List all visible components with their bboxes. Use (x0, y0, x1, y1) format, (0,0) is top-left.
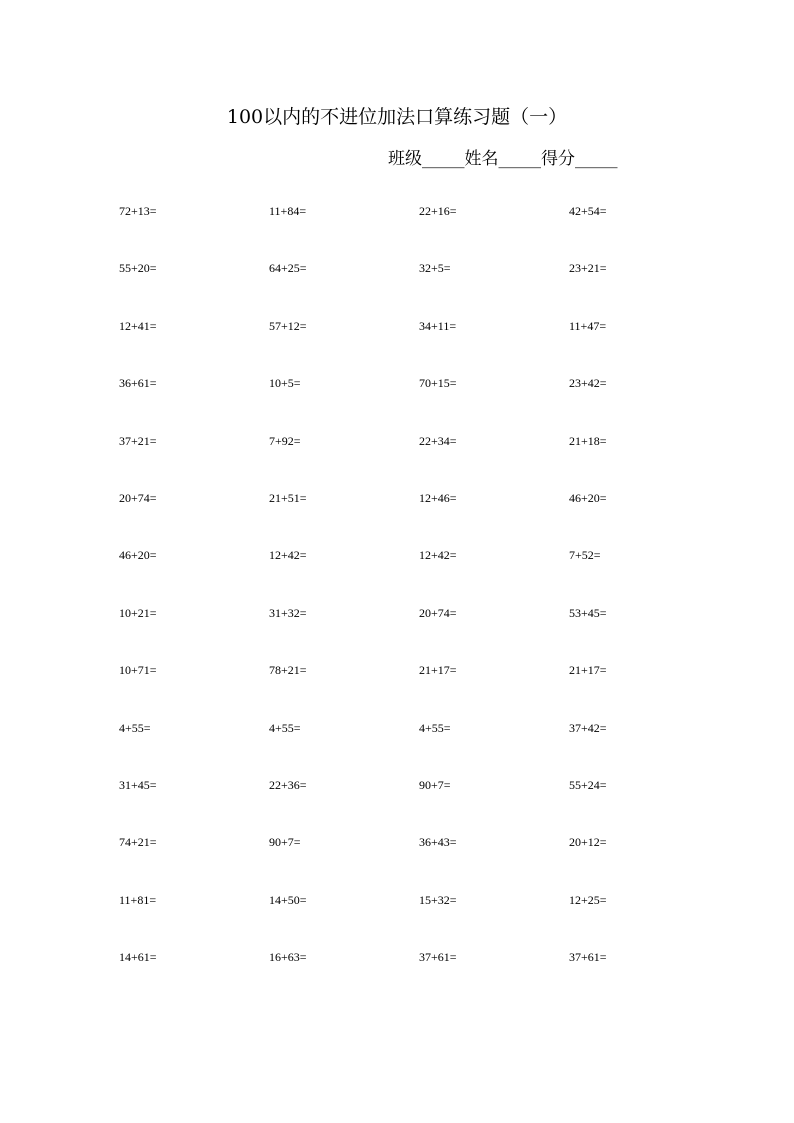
arithmetic-problem: 23+21= (569, 261, 607, 276)
arithmetic-problem: 23+42= (569, 376, 607, 391)
arithmetic-problem: 42+54= (569, 204, 607, 218)
page-title: 100以内的不进位加法口算练习题（一） (226, 106, 568, 128)
arithmetic-problem: 20+74= (119, 490, 157, 505)
problem-row (119, 373, 719, 430)
arithmetic-problem: 55+20= (119, 261, 157, 276)
arithmetic-problem: 4+55= (269, 720, 301, 735)
problem-row (119, 832, 719, 889)
arithmetic-problem: 74+21= (119, 835, 157, 850)
arithmetic-problem: 20+12= (569, 835, 607, 850)
arithmetic-problem: 37+61= (419, 950, 457, 965)
arithmetic-problem: 46+20= (119, 548, 157, 563)
arithmetic-problem: 11+84= (269, 204, 307, 218)
arithmetic-problem: 16+63= (269, 950, 307, 965)
arithmetic-problem: 46+20= (569, 490, 607, 505)
arithmetic-problem: 4+55= (419, 720, 451, 735)
arithmetic-problem: 7+52= (569, 548, 601, 563)
arithmetic-problem: 20+74= (419, 605, 457, 620)
arithmetic-problem: 36+43= (419, 835, 457, 850)
arithmetic-problem: 57+12= (269, 318, 307, 333)
arithmetic-problem: 37+42= (569, 720, 607, 735)
problem-row (119, 718, 719, 775)
problem-row (119, 431, 719, 488)
arithmetic-problem: 15+32= (419, 892, 457, 907)
arithmetic-problem: 12+42= (419, 548, 457, 563)
problem-row (119, 545, 719, 602)
problem-row (119, 660, 719, 717)
problem-row (119, 488, 719, 545)
arithmetic-problem: 21+17= (419, 663, 457, 678)
problem-row (119, 947, 719, 1004)
arithmetic-problem: 14+50= (269, 892, 307, 907)
problem-grid (119, 201, 719, 1004)
arithmetic-problem: 90+7= (419, 777, 451, 792)
arithmetic-problem: 31+45= (119, 777, 157, 792)
arithmetic-problem: 37+61= (569, 950, 607, 965)
arithmetic-problem: 32+5= (419, 261, 451, 276)
arithmetic-problem: 12+42= (269, 548, 307, 563)
problem-row (119, 775, 719, 832)
problem-row (119, 258, 719, 315)
problem-row (119, 201, 719, 258)
arithmetic-problem: 12+41= (119, 318, 157, 333)
arithmetic-problem: 12+25= (569, 892, 607, 907)
arithmetic-problem: 72+13= (119, 204, 157, 218)
arithmetic-problem: 22+36= (269, 777, 307, 792)
arithmetic-problem: 10+5= (269, 376, 301, 391)
arithmetic-problem: 78+21= (269, 663, 307, 678)
arithmetic-problem: 70+15= (419, 376, 457, 391)
arithmetic-problem: 37+21= (119, 433, 157, 448)
problem-row (119, 603, 719, 660)
arithmetic-problem: 34+11= (419, 318, 457, 333)
arithmetic-problem: 11+81= (119, 892, 157, 907)
arithmetic-problem: 21+51= (269, 490, 307, 505)
arithmetic-problem: 31+32= (269, 605, 307, 620)
arithmetic-problem: 36+61= (119, 376, 157, 391)
arithmetic-problem: 10+21= (119, 605, 157, 620)
arithmetic-problem: 53+45= (569, 605, 607, 620)
problem-row (119, 316, 719, 373)
arithmetic-problem: 55+24= (569, 777, 607, 792)
arithmetic-problem: 22+16= (419, 204, 457, 218)
arithmetic-problem: 90+7= (269, 835, 301, 850)
arithmetic-problem: 10+71= (119, 663, 157, 678)
arithmetic-problem: 21+18= (569, 433, 607, 448)
class-name-score-line: 班级_____姓名_____得分_____ (388, 149, 618, 169)
arithmetic-problem: 11+47= (569, 318, 607, 333)
arithmetic-problem: 14+61= (119, 950, 157, 965)
arithmetic-problem: 12+46= (419, 490, 457, 505)
arithmetic-problem: 4+55= (119, 720, 151, 735)
arithmetic-problem: 22+34= (419, 433, 457, 448)
arithmetic-problem: 64+25= (269, 261, 307, 276)
arithmetic-problem: 7+92= (269, 433, 301, 448)
problem-row (119, 890, 719, 947)
arithmetic-problem: 21+17= (569, 663, 607, 678)
